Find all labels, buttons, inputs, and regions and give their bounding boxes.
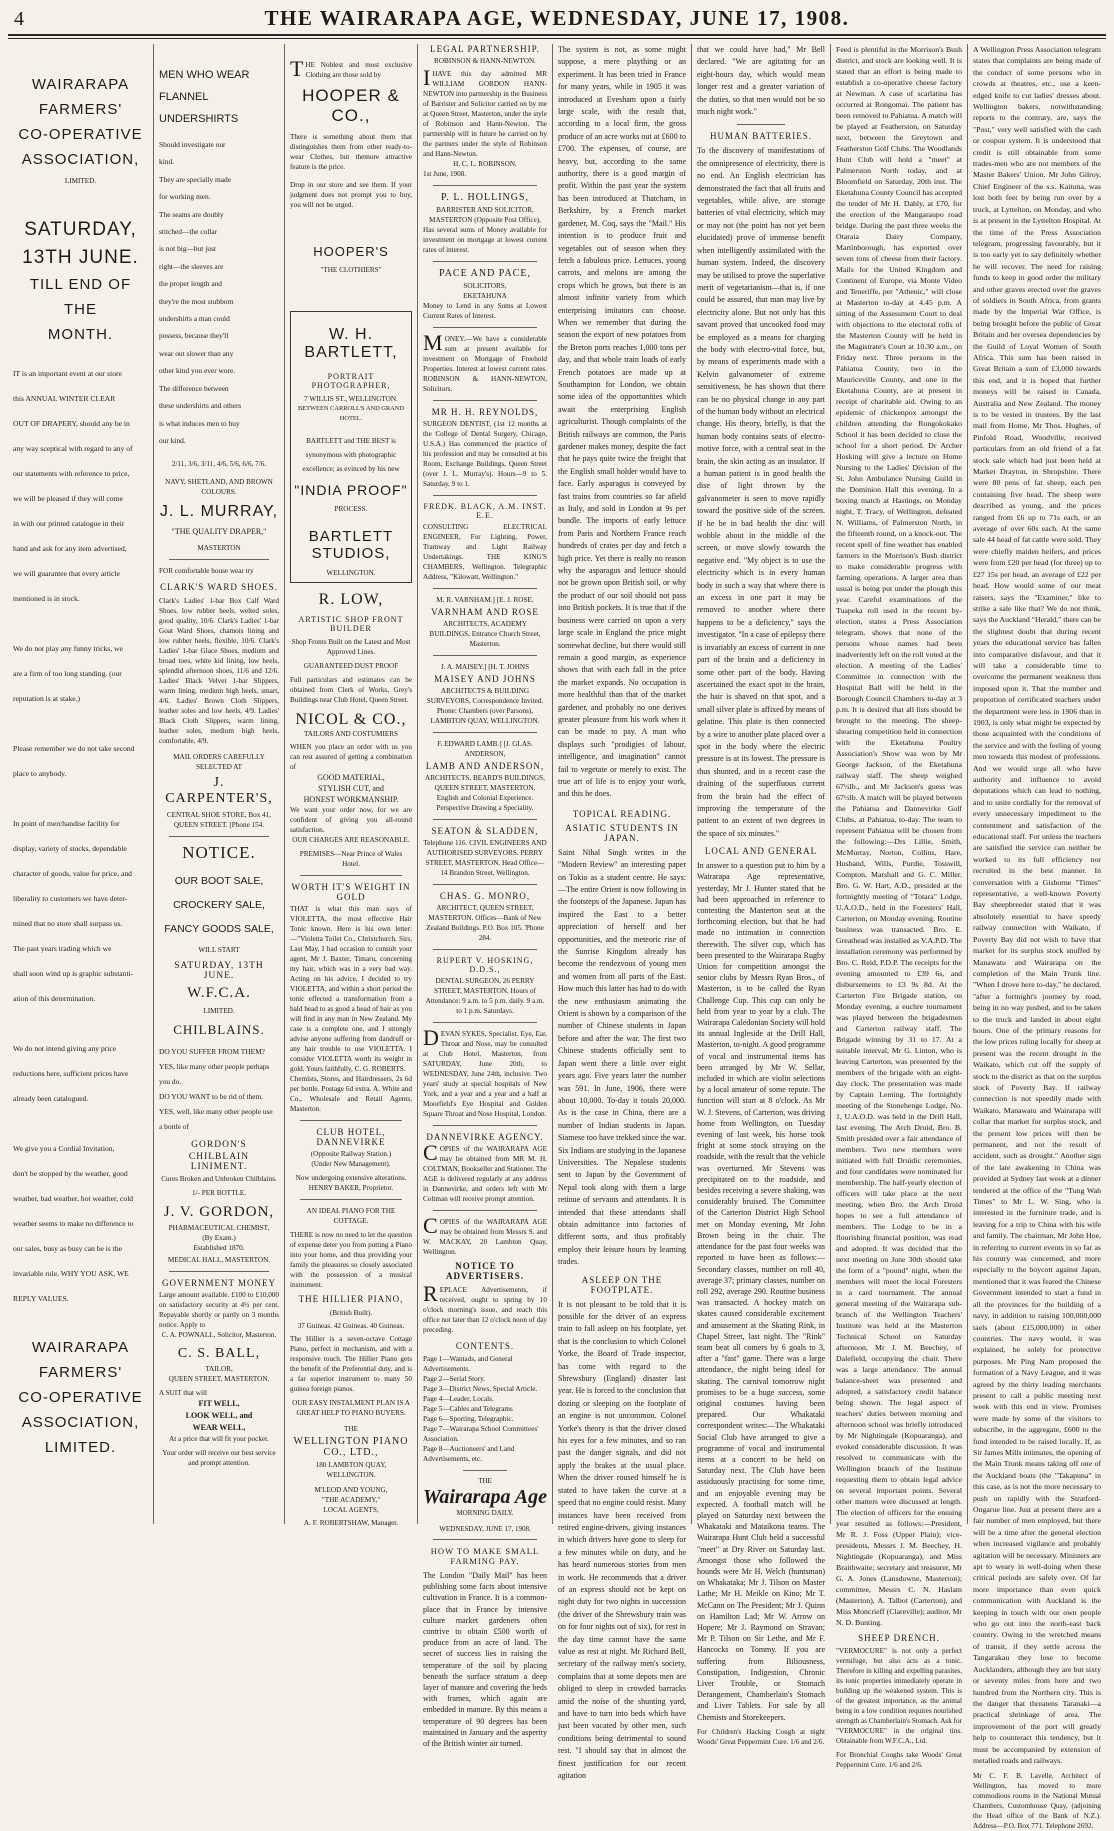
human-batteries-body: To the discovery of manifestations of the omnipresence of electricity, there is no end. An English electrician has demonstrated the fact that all fruits and vegetables, while alive, are storage batteries of vital electricity, which may or may not (the point has not yet been elucidated) prove of immense benefit when intelligently assimilated with the human system. Indeed, the discovery may be utilised to prove the superlative merit of vegetarianism—that is, if one could be assured, that man may live by electricity alone. But not only has this savant proved that uncooked food may be employed as a means for charging the body with electro-vital force, but, by means of experiments made with a Kelvin galvanometer of extreme sensitiveness, he has shown that there can be no physical change in any part of the human body without an electrical change. His theory, briefly, is that the human body contains seats of electro-motive force, with a central seat in the brain, the skin acting as an insulator. If a human patient is in good health the dise of light thrown by the galvanometer is seen to move rapidly toward the positive side of the screen. If he be in bad health the disc will wobble about in the middle of the screen, or move slowly towards the negative end. "My object is to use the electricity which is in every human body in such a way that where there is an excess in one part it may be removed to another where there happens to be a deficiency," says the investigator. "In a case of epilepsy there is invariably an excess of current in one part of the brain and a deficiency in some other part of the body. Having ascertained the exact spot in the brain, the hair is shaved on that spot, and a small silver plate is affixed by means of gelatine. This plate is then connected by a wire to another plate placed over a spot in the body where the electric pressure is at its lowest. The pressure is thus shunted, and in a recent case the draining of the superfluous current from the brain had the effect of improving the temperature of the patient to an extent of two degrees in the space of six minutes." [697,146,825,838]
easy-plan: OUR EASY INSTALMENT PLAN IS A GREAT HELP TO PIANO BUYERS. [292,1399,410,1417]
wfca-body-line: we will guarantee that every article [13,569,120,578]
black-name: FREDK. BLACK, A.M. INST. E.E. [423,502,547,520]
divider [433,495,537,496]
woods-cure-ad-2: For Bronchial Coughs take Woods' Great Peppermint Cure. 1/6 and 2/6. [836,1751,962,1769]
suit-line-1: FIT WELL, [198,1399,240,1409]
hollings-name: P. L. HOLLINGS, [440,192,530,203]
wfca-body-line: reputation is at stake.) [13,694,81,703]
wfca-body-line: we will be pleased if they will come [13,494,123,503]
wfca-body-line [13,711,148,736]
varnham-body: ARCHITECTS, ACADEMY BUILDINGS, Entrance Church Street, Masterton. [429,620,541,648]
sales-list [159,869,279,941]
sales-item-crockery: CROCKERY SALE, [173,899,265,912]
hillier-guineas: 37 Guineas. 42 Guineas. 40 Guineas. [297,1322,405,1330]
hillier-piano: THE HILLIER PIANO, [298,1294,404,1304]
wfca-body-line: display, variety of stocks, dependable [13,844,127,853]
wfca-body-line: Please remember we do not take second [13,744,135,753]
nicol-premises: PREMISES—Near Prince of Wales Hotel. [299,850,403,868]
age-nameplate [423,1477,547,1533]
hillier-body: The Hillier is a seven-octave Cottage Piano, perfect in mechanism, and with a responsive touch. The Hillier Piano gets the benefit of the Preferential duty, and is a far superior instrument to many 50 guinea foreign pianos. [290,1335,412,1393]
nicol-body-2: We want your order now, for we are confident of giving you all-round satisfaction. [290,806,412,834]
page-columns [8,44,1106,1831]
suit-line-2: LOOK WELL, and [185,1411,253,1421]
undershirts-body-line: other kind you ever wore. [159,366,236,376]
low-body-2: Full particulars and estimates can be obtained from Clerk of Works, Grey's Buildings near Club Hotel, Queen Street. [290,676,412,704]
chilblains-body-line: YES, well, like many other people use [159,1107,273,1117]
low-name: R. LOW, [318,591,384,608]
divider [433,819,537,820]
wfca-body-line: We do not play any funny tricks, we [13,644,123,653]
wfca-body-line: in with our printed catalogue in their [13,519,125,528]
contents-heading: CONTENTS. [455,1341,515,1351]
wellington-agency: COPIES of the WAIRARAPA AGE may be obtained from Messrs S. and W. MACKAY, 20 Lambton Quay, Wellington. [423,1213,547,1256]
sheep-drench-body: "VERMOCURE" is not only a perfect vermifuge, but also acts as a tonic. Therefore in killing and expelling parasites, its tonic properties immediately operate in building up the weakened system. This is of the greatest importance, as the animal being in a low condition requires nourished strength as Chamberlain's Stomach. Ask for "VERMOCURE" in the original tins. Obtainable from W.F.C.A., Ltd. [836,1647,962,1745]
wfca-body-line: ation of this determination. [13,994,96,1003]
wfca-body-line: weather, bad weather, hot weather, cold [13,1194,134,1203]
nicol-quality-3: HONEST WORKMANSHIP. [303,795,399,804]
government-money-title: GOVERNMENT MONEY [161,1278,277,1289]
notice-advertisers-body: REPLACE Advertisements, if received, ought to spring by 10 o'clock morning's issue, and reach this office not later than 12 o'clock noon of day preceding. [423,1281,547,1334]
divider [169,1271,269,1272]
asleep-continued: that we could have had," Mr Bell declared. "We are agitating for an eight-hours day, which would mean longer rest and a greater variation of the duties, so that men would not be so much night work." [697,45,825,117]
maisey-name: MAISEY AND JOHNS [434,674,536,684]
undershirts-body-line: The difference between [159,383,229,393]
murray-town: MASTERTON [197,544,241,553]
wfca-footer [13,1335,148,1460]
sale-dates [13,216,148,272]
undershirts-body-line: undershirts a man could [159,314,230,324]
wfca-line-1: WAIRARAPA [31,76,130,93]
club-hotel-mgmt: (Under New Management). [311,1160,391,1168]
bartlett-name: W. H. BARTLETT, [304,326,398,361]
mail-orders: MAIL ORDERS CAREFULLY SELECTED AT [173,753,265,772]
chilblains-heading: CHILBLAINS. [173,1022,265,1038]
divider [433,1210,537,1211]
small-farming-continued: The system is not, as some might suppose, a mere plaything or an experiment. It has been tried in France for many years, while in 1905 it was introduced at Evesham upon a fairly large scale, with the result that, according to a local firm, the gross produce of an acre works out at £600 to £700. The expenses, of course, are heavy, but, according to the same authority, there is a good margin of profit. Within the past year the system has been introduced at Thatcham, in Berkshire, by a French market gardener, M. Coq, says the "Mail." His intention is to produce fruit and vegetables out of season when they fetch a fabulous price. Lettuces, young carrots, and melons are among the crops which he grows, but there is an almost infinite variety from which enterprising imitators can choose. When we remember that during the season the export of new potatoes from the Breton ports reaches 1,000 tons per day, and that whole train loads of early French potatoes are made up at Southampton for London, we obtain some idea of the opportunities which await the enterprising English agriculturist. Though complaints of the British railways are common, the Paris gardener makes money, despite the fact that he pays quite twice the freight that the English small holder would have to face. Early asparagus is conveyed by fast trains from countries so far afield as Italy, and sold in London at 9s per bundle. The imports of early lettuce from Paris and Northern France reach hundreds of crates per day and fetch a high price. Yet there is really no reason why the asparagus and lettuce should not be grown upon British soil, or why the product of our soil should not pass into British pockets. It is true that if the business were carried on upon a very large scale in England the price might somewhat decline, but there would still remain a good margin, as experience shows that with each fall in the price the market expands. No occupation is more healthful than that of the market gardener, and probably no one derives greater pleasure from his work when it can be made to pay. A man who displays such "prodigies of labour, intelligence, and imagination" cannot fail to vegetate or merely to exist. The true art of life is to enjoy your work, and this he does. [558,45,686,799]
bartlett-between: BETWEEN CARROLL'S AND GRAND HOTEL. [297,405,405,422]
undershirts-body-line: kind. [159,157,174,167]
reynolds-body: SURGEON DENTIST, (1st 12 months at the College of Dental Surgery, Chicago, U.S.A.) Has commenced the practice of his profession and may be consulted at his Room, Exchange Buildings, Queen Street (over J. L. Murray's). Hours—9 to 5. Saturday, 9 to 1. [423,420,547,488]
divider [433,1539,537,1540]
murray-name: J. L. MURRAY, [159,503,279,521]
column-trade-ads [285,44,417,1527]
monro-name: CHAS. G. MONRO, [439,891,531,901]
masthead [0,0,1114,44]
legal-date: 1st June, 1908. [423,170,467,178]
undershirts-body-line: for working men. [159,192,211,202]
age-date: WEDNESDAY, JUNE 17, 1908. [439,1525,531,1533]
wfca-body-line: already been catalogued. [13,1094,89,1103]
sheep-drench-heading: SHEEP DRENCH. [858,1633,940,1643]
legal-body: IHAVE this day admitted MR WILLIAM GORDON HANN-NEWTON into partnership in the Business of Barrister and Solicitor carried on by me at Queen Street, Masterton, under the style of Robinson and Hann-Newton. The partnership will in future be carried on by the partners under the style of Robinson and Hann-Newton. [423,65,547,158]
india-proof: "INDIA PROOF" [294,482,408,498]
india-process: PROCESS. [334,505,368,513]
ball-name: C. S. BALL, [177,1346,261,1362]
small-farming-body: The London "Daily Mail" has been publishing some facts about intensive cultivation in France. It is a common-place that in France by intensive culture market gardeners often contrive to obtain £500 worth of produce from an acre of land. The secret of success lies in raising the temperature of the soil by placing beneath the surface stratum a deep layer of manure and covering the beds with frames, which again are embedded in manure. By this means a temperature of 90 degrees has been maintained in January and the asperity of the British winter air turned. [423,1571,547,1749]
gordon-exam: (By Exam.) [202,1234,236,1243]
contents-item: Page 5—Cables and Telegrams [423,1405,513,1413]
bartlett-town: WELLINGTON. [326,569,376,577]
pownall-sign: C. A. POWNALL, Solicitor, Masterton. [161,1331,277,1340]
hoopers-tagline: "THE CLOTHIERS" [320,266,382,274]
hooper-body-2: Drop in our store and see them. If your judgment does not prompt you to buy, you will not be urged. [290,181,412,209]
wfca-body-line [13,611,148,636]
nicol-qualities [290,772,412,805]
hollings-address: MASTERTON (Opposite Post Office), [429,216,541,224]
black-body: CONSULTING ELECTRICAL ENGINEER, For Lighting, Power, Tramway and Light Railway Undertakings. THE KING'S CHAMBERS, Wellington. Telegraphic Address, "Kilowatt, Wellington." [423,523,547,581]
suit-lines [159,1398,279,1434]
undershirts-ad-title [159,64,279,130]
wpc-name: WELLINGTON PIANO CO., LTD., [293,1436,409,1458]
sale-until-line: TILL END OF THE [29,276,132,318]
chilblains-body-line: YES, like many other people perhaps [159,1062,270,1072]
varnham-name: VARNHAM AND ROSE [431,607,539,617]
local-general-heading: LOCAL AND GENERAL [704,846,818,857]
age-title: Wairarapa Age [423,1486,547,1508]
wfca-body-line: OUT OF DRAPERY, should any be in [13,419,130,428]
wfca-footer-3: CO-OPERATIVE [18,1389,143,1406]
wfca-body-line: our sales, busy as busy can be is the [13,1244,123,1253]
wfca-body-line: invariable rule, WHY YOU ASK, WE [13,1269,129,1278]
wfca-body-line: liberality to customers we have deter- [13,894,128,903]
divider [463,1470,507,1471]
sales-item-fancy: FANCY GOODS SALE, [164,923,274,936]
wfca-body-line: character of goods, value for price, and [13,869,132,878]
wfca-body-line: our statements with reference to price, [13,469,130,478]
dannevirke-body: COPIES of the WAIRARAPA AGE may be obtained from MR M. H. COLTMAN, Bookseller and Stationer. The AGE is delivered regularly at any address in Dannevirke, and orders left with Mr Coltman will receive prompt attention. [423,1140,547,1203]
carpenter-address: CENTRAL SHOE STORE, Box 41, QUEEN STREET. [Phone 154. [166,811,272,830]
divider [169,836,269,837]
hillier-british: (British Built). [329,1309,373,1317]
divider [433,884,537,885]
undershirts-line-1: MEN WHO WEAR [159,69,250,81]
low-body: Shop Fronts Built on the Latest and Most Approved Lines. [291,638,411,656]
sales-start: WILL START [198,946,240,955]
seaton-name: SEATON & SLADDEN, [431,826,539,836]
wfca-body-line: The past years trading which we [13,944,112,953]
wfca-footer-1: WAIRARAPA [31,1339,130,1356]
sales-date: SATURDAY, 13TH JUNE. [174,961,264,982]
monro-body: ARCHITECT, QUEEN STREET, MASTERTON. Offices—Bank of New Zealand Buildings. P.O. Box 105. 'Phone 284. [426,904,544,942]
chilblains-body-line: a bottle of [159,1122,189,1132]
suit-price: At a price that will fit your pocket. [169,1435,269,1444]
hosking-name: RUPERT V. HOSKING, D.D.S., [436,956,534,974]
contents-item: Page 2—Serial Story. [423,1375,486,1383]
column-drapery-ads [154,44,284,1524]
wfca-body-line: REPLY VALUES. [13,1294,69,1303]
mcleod-agents: LOCAL AGENTS, [323,1506,379,1514]
age-the: THE [478,1477,492,1485]
column-articles-2 [692,44,830,1746]
wfca-body-line: mined that no store shall surpass us. [13,919,123,928]
gordon-chemist: PHARMACEUTICAL CHEMIST, [168,1224,270,1233]
undershirts-body-line: they're the most stubborn [159,296,234,306]
divider [300,1120,402,1121]
clark-body: Clark's Ladies' 1-bar Box Calf Ward Shoes, low rubber heels, welted soles, good quality, 10/6. Clark's Ladies' 1-bar Goat Ward Shoes, chamois lining and low rubber heels, flexible, 10/6. Clark's Ladies' 1-bar Glace Shoes, medium and broad toes, white kid lining, low heels, splendid afternoon shoes, 11/6 and 12/6. Ladies' Black Velvet 1-bar Slippers, warm lining, medium high heels, smart, 4/6. Ladies' Brown Cloth Slippers, leather soles and low heels, 4/9. Ladies' Black Cloth Slippers, warm lining, leather soles, medium high heels, comfortable, 4/9. [159,597,279,746]
human-batteries-heading: HUMAN BATTERIES. [709,131,812,142]
undershirts-body-line: Should investigate our [159,140,226,149]
sale-date: 13TH JUNE. [22,247,139,268]
robertshaw-sign: A. F. ROBERTSHAW, Manager. [303,1519,399,1527]
ideal-piano: AN IDEAL PIANO FOR THE COTTAGE. [306,1207,396,1225]
nicol-quality-1: GOOD MATERIAL, [317,773,385,782]
wfca-line-3: CO-OPERATIVE [18,126,143,143]
column-general-news [968,44,1106,1831]
liniment-name: CHILBLAIN LINIMENT. [188,1152,250,1173]
hooper-intro: THE Noblest and most exclusive Clothing are those sold by [290,56,412,81]
nicol-charges: OUR CHARGES ARE REASONABLE. [292,836,410,844]
divider [300,1199,402,1200]
gordons: GORDON'S [191,1140,247,1151]
lavelle-notice: Mr C. F. B. Lavelle, Architect of Wellington, has moved to more commodious rooms in the National Mutual Chambers, Customhouse Quay, (adjoining the Head office of the Bank of N.Z.). Address—P.O. Box 771. Telephone 2692. [973,1772,1101,1831]
nicol-name: NICOL & CO., [295,711,407,728]
wfca-body-line: reductions here, sufficient prices have [13,1069,129,1078]
wfca-body-line: hand and ask for any item advertised, [13,544,127,553]
asleep-heading: ASLEEP ON THE FOOTPLATE. [581,1274,663,1295]
sale-month: MONTH. [47,326,114,343]
wfca-body-line: shall soon wind up is graphic substanti- [13,969,134,978]
hoopers-name: HOOPER'S [313,244,389,259]
local-general-body: In answer to a question put to him by a Wairarapa Age representative, yesterday, Mr J. Hunter stated that he had been approached in reference to contesting the Masterton seat at the forthcoming election, but that he had made no intimation in connection therewith. The silver cup, which has been presented to the Wairarapa Rugby Union for competition amongst the senior clubs by Messrs Ryan Bros., of Masterton, is to be called the Ryan Challenge Cup. This cup can only be held from year to year by a club. The Wairarapa Caledonian Society will hold its annual Ingleside at the Drill Hall, Masterton, to-night. A good programme of vocal and instrumental items has been arranged by Mr W. Sellar, included in which are violin selections by a local amateur of some repute. The function will start at 8 o'clock. As Mr W. J. Stevens, of Carterton, was driving home from Wellington, on Tuesday evening of last week, his horse took fright at some stock straying on the roadside, with the result that the vehicle was overturned. Mr Stevens was precipitated on to the roadside, and besides receiving a severe shaking, was considerably bruised. The Committee of the Carterton District High School met on Monday evening, Mr John Brown being in the chair. The attendance for the past four weeks was reported to have been as follows:—Secondary classes, number on roll 40, average 37; primary classes, number on roll 292, average 290. Routine business was transacted. A hockey match on skates caused considerable excitement and amusement at the Skating Rink, in Chapel Street, last night. The "Rink" team beat all comers by 6 goals to 3, after a "fast" game. There was a large attendance, the night being ideal for skating. The carnival tomorrow night promises to be a huge success, some original costumes having been prepared. Our Whakataki correspondent writes:—The Whakataki Social Club have arranged to give a programme of vocal and instrumental items at a concert to be held on Saturday next. The Club have been assiduously practising for some time, and an enjoyable evening may be expected. A football match will be played on Saturday next between the Whakataki and Mataikona teams. The Wairarapa Hunt Club held a successful "meet" at Dry River on Saturday last. Amongst those who followed the hounds were Mr H. Welch (huntsman) on Whakataka; Mr J. Tilson on Master Lathe; Mr H. Meikle on Kino; Mr T. McCann on The President; Mr J. Quinn on Hamilton Lad; Mr W. Arrow on Hopere; Mr J. Raymond on Stravan; Mr P. Tilson on Sir Lethe, and Mr F. Hancocks on Tommy. If you are suffering from Biliousness, Constipation, Indigestion, Chronic Liver Trouble, or Stomach Derangement, Chamberlain's Stomach and Liver Tablets. For sale by all Chemists and Storekeepers. [697,861,825,1722]
undershirts-body [159,136,279,449]
undershirts-colours: NAVY, SHETLAND, AND BROWN COLOURS. [165,478,273,497]
column-professional-cards [418,44,552,1749]
bartlett-sub: PORTRAIT PHOTOGRAPHER, [311,372,391,390]
pace-name: PACE AND PACE, [439,268,531,279]
bartlett-body: BARTLETT and THE BEST is synonymous with photographic excellence; as evinced by his new [302,437,400,473]
lamb-body: ARCHITECTS, BEARD'S BUILDINGS, QUEEN STREET, MASTERTON. English and Colonial Experience. Perspective Drawing a Speciality. [425,774,545,812]
notice-advertisers: NOTICE TO ADVERTISERS. [446,1261,524,1281]
divider [433,185,537,186]
wfca-body-line: don't be stopped by the weather, good [13,1169,128,1178]
contents-item: Page 7—Wairarapa School Committees' Association. [423,1425,539,1443]
hooper-name: HOOPER & CO., [302,86,400,125]
contents-list [423,1354,547,1464]
small-farming-heading: HOW TO MAKE SMALL FARMING PAY. [430,1546,540,1566]
wpc-town: WELLINGTON. [326,1471,376,1479]
contents-item: Page 4—Leader, Locals. [423,1395,494,1403]
wfca-body-line [13,1111,148,1136]
asiatic-body: Saint Nihal Singh writes in the "Modern Review" an interesting paper on Tokio as a student centre. He says:—The entire Orient is now following in the footsteps of the Japanese. Japan has inspired the East to a better appreciation of herself and her opportunities, and the meteoric rise of the Sunrise Kingdom already has become the rendezvous of young men and women from all parts of the East. How much this latter has had to do with the new enthusiasm animating the Orient is shown by a comparison of the number of Chinese students in Japan before and after the war. The first two Chinese students officially sent to Japan went there a little over eight years ago. Five years later the number was 591. In June, 1906, there were about 10,000. To-day it totals 20,000. As is the case in China, there are a number of Indian students in Japan. Siamese too have trekked since the war. Six Indians are studying in the Japanese Universities. The Nepalese students sent to Japan by the Government of Nepal took along with them a large retinue of servants and attendants. It is intended that these attendants shall obtain admittance into factories of different sorts, and thus profitably employ their leisure hours by learning trades. [558,847,686,1267]
low-dust: GUARANTEED DUST PROOF [303,662,399,670]
carpenter-name: J. CARPENTER'S, [165,775,273,807]
medical-hall: MEDICAL HALL, MASTERTON. [167,1256,271,1265]
age-morning: MORNING DAILY. [456,1509,514,1517]
ideal-piano-body: THERE is now no need to let the question of expense deter you from putting a Piano into your home, and thus providing your family the pleasures so closely associated with the possession of a musical instrument. [290,1231,412,1289]
ball-street: QUEEN STREET, MASTERTON. [168,1375,270,1384]
gordon-established: Established 1870. [193,1244,245,1253]
undershirts-prices: 2/11, 3/6, 3/11, 4/6, 5/6, 6/6, 7/6. [171,460,267,469]
wfca-ad-heading [13,72,148,172]
low-sub: ARTISTIC SHOP FRONT BUILDER [298,615,404,633]
sykes-notice: DEVAN SYKES, Specialist. Eye, Ear, Throat and Nose, may be consulted at Club Hotel, Masterton, from SATURDAY, June 20th, to WEDNESDAY, June 24th, inclusive. Two years' study at special hospitals of New York, and a year and a year and a half at Moorfield's Eye Hospital and Golden Square Throat and Nose Hospital, London. [423,1025,547,1118]
wfca-body-line: any way sceptical with regard to any of [13,444,133,453]
hosking-body: DENTAL SURGEON, 26 PERRY STREET, MASTERTON. Hours of Attendance: 9 a.m. to 5 p.m. daily. 9 a.m. to 1 p.m. Saturdays. [425,977,545,1015]
undershirts-body-line: They are specially made [159,174,232,184]
undershirts-body-line: is what induces men to buy [159,418,240,428]
hooper-body: There is something about them that distinguishes them from other ready-to-wear Clothes, but themore attractive feature is the price. [290,133,412,171]
wfca-body-line: weather seems to make no difference to [13,1219,134,1228]
newspaper-title: THE WAIRARAPA AGE, WEDNESDAY, JUNE 17, 1908. [264,6,850,30]
nicol-sub: TAILORS AND COSTUMIERS [303,730,399,738]
bartlett-studios-1: BARTLETT [308,528,394,545]
divider [433,327,537,328]
wfca-body-line: In point of merchandise facility for [13,819,120,828]
column-wfca-sale [8,44,153,1524]
wpc-address: 180 LAMBTON QUAY, [315,1461,387,1469]
liniment-note: Cures Broken and Unbroken Chilblains. [161,1175,277,1184]
column-articles-1 [553,44,691,1781]
government-money-body: Large amount available. £100 to £10,000 on satisfactory security at 4½ per cent. Repayable shortly or partly on 3 months notice. Apply to [159,1291,279,1330]
wfca-limited: LIMITED. [64,177,97,185]
wfca-body-line: this ANNUAL WINTER CLEAR [13,394,116,403]
undershirts-body-line: our kind. [159,435,186,445]
pace-town: EKETAHUNA [463,292,507,300]
sale-day: SATURDAY, [24,219,137,240]
lamb-name: LAMB AND ANDERSON, [425,761,545,771]
divider [433,1125,537,1126]
hollings-sub: BARRISTER AND SOLICITOR, [436,206,534,214]
masthead-rule-thin [8,38,1106,39]
club-hotel-name: CLUB HOTEL, DANNEVIRKE [316,1127,386,1147]
masthead-rule [8,34,1106,36]
column-locals [831,44,967,1769]
dannevirke-heading: DANNEVIRKE AGENCY. [426,1132,544,1142]
divider [433,588,537,589]
divider [433,1022,537,1023]
divider [433,655,537,656]
violetta-heading: WORTH IT'S WEIGHT IN GOLD [291,882,411,902]
chilblains-body-line: you do. [159,1077,182,1087]
divider [300,875,402,876]
clark-intro: FOR comfortable house wear try [159,567,254,576]
wfca-body-line [13,786,148,811]
contents-item: Page 8—Auctioneers' and Land Advertisements, etc. [423,1445,515,1463]
violetta-tail: Chemists, Stores, and Hairdressers, 2s 6d per bottle. Postage 6d extra. A. White and Co., Wholesale and Retail Agents, Masterton. [290,1075,412,1113]
violetta-body: THAT is what this man says of VIOLETTA, the most effective Hair Tonic known. Here is his own letter:—"Violetta Toilet Co., Christchurch. Sirs, Last May, I had occasion to consult your agent, Mr J. Baxter, Timaru, concerning my hair, which was in a very bad way. Acting on his advice, I decided to try VIOLETTA, and within a short period the tonic effected a transformation from a bald head to as good a head of hair as you will find in any man in New Zealand. My case is a complete one, and I strongly advise anyone suffering from dandruff or any hair trouble to use VIOLETTA. I consider VIOLETTA worth its weight in gold. Yours faithfully, C. G. ROBERTS. [290,905,412,1073]
asleep-body: It is not pleasant to be told that it is possible for the driver of an express train to fall asleep on his footplate, yet that is the conclusion to which Colonel Yorke, the Board of Trade inspector, has come with regard to the Shrewsbury (England) disaster last year. He is forced to the conclusion that dozing or sleeping on the footplate of an engine is not uncommon. Colonel Yorke's theory is that the driver closed his eyes for a few minutes, and so ran past the danger signals, and did not apply the brakes at the usual place. When the driver roused himself he is stated to have taken the curve at a speed that no engine could resist. Many instances have been received from retired engine-drivers, giving instances in which drivers have gone to sleep for a few minutes while on duty, and he has heard numerous stories from men in work. He recommends that a driver of an express should not be kept on night duty for two nights in succession (the driver of the Shrewsbury train was on for four nights out of six), for rest in the day time cannot have the same value as rest at night. Mr Richard Bell, secretary of the railway men's society, complains that at some depots men are obliged to sleep in crowded barracks amid the noise of the shunting yard, and have to turn into beds which have just been vacated by other men, such conditions being detrimental to sound rest. "I should say that in almost the finest justification for our recent agitation [558,1299,686,1781]
contents-item: Page 1—Wantads, and General Advertisements. [423,1355,513,1373]
money-notice: MONEY.—We have a considerable sum at present available for investment on Mortgage of Freehold Properties. Interest at lowest current rates. ROBINSON & HANN-NEWTON, Solicitors. [423,330,547,393]
pace-body: Money to Lend in any Sums at Lowest Current Rates of Interest. [423,302,547,320]
seaton-body: Telephone 116. CIVIL ENGINEERS AND AUTHORISED SURVEYORS. PERRY STREET, MASTERTON. Head Office—14 Brandon Street, Wellington. [423,839,547,877]
wfca-body-line: mentioned is in stock. [13,594,80,603]
legal-names: ROBINSON & HANN-NEWTON. [434,57,536,65]
contents-item: Page 3—District News, Special Article. [423,1385,538,1393]
suit-end: Your order will receive our best service and prompt attention. [162,1449,276,1468]
undershirts-body-line: is not big—but just [159,244,216,254]
bartlett-ad [290,311,412,583]
undershirts-line-3: UNDERSHIRTS [159,113,239,125]
bartlett-address: 7 WILLIS ST., WELLINGTON. [304,395,398,403]
wfca-footer-4: ASSOCIATION, [21,1414,140,1431]
maisey-names: J. A. MAISEY.] [H. T. JOHNS [440,663,530,671]
undershirts-line-2: FLANNEL [159,91,209,103]
gordon-name: J. V. GORDON, [163,1204,275,1221]
wfca-footer-2: FARMERS' [38,1364,123,1381]
divider [433,400,537,401]
undershirts-body-line: possess, because they'll [159,331,229,341]
wfca-abbrev: W.F.C.A. [187,985,251,1002]
wfca-line-4: ASSOCIATION, [21,151,140,168]
undershirts-body-line: The seams are doubly [159,209,224,219]
undershirts-body-line: right—the sleeves are [159,261,224,271]
divider [169,559,269,560]
divider [737,124,785,125]
nicol-body: WHEN you place an order with us you can rest assured of getting a combination of [290,743,412,771]
general-news-body: A Wellington Press Association telegram states that complaints are being made of the conduct of some persons who in crowds at theatres, etc., use a keen-edged knife to cut ladies' dresses about. Wellington bakers, notwithstanding reports to the contrary, are, says the "Post," very well satisfied with the cash or coupon system. It is understood that credit is still obtainable from some trades-men who are not members of the Master Bakers' Union. Mr John Gilroy, Chief Engineer of the s.s. Kaituna, was lost both feet by being run over by a truck, at Lyttelton, on Monday, and who is at present in the Lyttelton Hospital. At the time of the Press Association telegram, progressing favourably, but it is too early yet to say definitely whether he will recover. The need for raising funds to keep in good order the military and other graves erected over the graves of soldiers in South Africa, from grants made by the Imperial War Office, is being brought before the public of Great Britain and her oversea dependencies by the Guild of Loyal Women of South Africa. This sum has been raised in Great Britain a sum of £3,000 towards this end, and it is hoped that further moneys will be raised in Canada, Australia and New Zealand. The money is to be vested in trustees. By the last mail from Home, Mr Thos. Hughes, of Pinfold Road, Woodville, received particulars from an old friend of a fat stock sale which had just been held at Market Drayton, in Shropshire. There were 80 pens of fat sheep, each pen containing five head. The sheep were described as young, and the prices ranged from £6 up to 71s each, or an average of over 60s each. At the same sale 44 head of fat cattle were sold. They were chiefly maiden heifers, and prices were from £20 per head (for three) up to £27 15s per head, an average of £22 per head. How would some of our meat raisers, says the "Examiner," like to strike a sale like that? We do not think, says the Auckland "Herald," there can be the slightest doubt that during recent years the educational service has fallen into comparative disfavour, and that it will take a considerable time to overcome the permanent weakness thus imposed upon it. That the number and proportion of certificated teachers under the department were less in 1906 than in 1903, is only what might be expected by those acquainted with the conditions of the service and with the feeling of young men towards this modest of professions. And we would urge all who have authority and influence to avoid deputations which can lead to nothing, and to unite cordially for the removal of every unnecessary impediment to the contentment and satisfaction of the educational staff. For unless the teachers are satisfied the service can neither be worked to its full efficiency nor recruited in the best manner. In conversation with a Gisborne "Times" representative, a well-known Poverty Bay sheepbreeder stated that it was absolutely essential to have speedy railway connection with Waikato, if Poverty Bay did not wish to have that market for its surplus stock snuffed by Manawatu and Wairarapa on the completion of the Main Trunk line. "When I drove here to-day," he declared, "after a fortnight's journey by road, being in no way pushed, and to be taken to the truck and landed in about eight hours. One of the primary reasons for the low prices ruling locally for sheep at present was the recent drought in the Waikato, which cut off the supply of stock to the district as that on the surplus stock of Poverty Bay. If railway connection is not speedily made with Waikato, Manawatu and Wairarapa will collar that market for surplus stock, and the present low prices will then be permanent, and not the result of accident, such as drought." Another sign of the late awakening in China was provided at Sydney last week at a dinner tendered at the office of the "Tung Wah Times" to Mr L. W. Sing, who is interested in the furniture trade, and is leaving for a trip to China with his wife and family. The chairman, Mr John Hoe, in referring to current events in so far as his country was concerned, and more especially to the boycott against Japan, mentioned that it was feared the Chinese Government intended to start a fund in all the provinces for the building of a navy, in addition to raising 100,000,000 taels (about £15,000,000) in other countries. The navy would, it was explained, be solely for protective purposes. Mr Ping Nam proposed the formation of a Navy League, and it was agreed by the thirty leading merchants present to call a public meeting next week with this end in view. Promises were made by some of the visitors to subscribe, in the aggregate, £600 to the fund intended to be raised locally. If, as Sir James Mills intimates, the opening of the Main Trunk means taking off one of the Auckland boats (the "Takapuna" in this case, as is not the more necessary to push on rapidly with the Stratford-Ongarue line. Just at present there are a fair number of men employed, but there will be a time after the general election when increased vigilance and probably agitation will be necessary. Ministers are apt to weary in well-doing when these critical periods are safely over. Of far more importance than even quick communication with Auckland is the keeping in touch with our own people who go out into the north-east back country. Owing to the wretched means of transit, if they settle across the Tangarakau they lose to become Aucklanders, although they are but sixty or seventy miles from here and two hundred from the Northern city. This is the danger that threatens Taranaki—a practical shrinkage of area. The improvement of the port will greatly help to counteract this tendency, but it must be accompanied by extension of metalled roads and railways. [973,45,1101,1765]
ball-tailor: TAILOR, [205,1365,233,1374]
varnham-names: M. R. VARNHAM.] [E. J. ROSE. [436,596,534,604]
wfca-body-line: place to anybody. [13,769,67,778]
club-hotel-sign: HENRY BAKER, Proprietor. [308,1184,394,1192]
legal-heading: LEGAL PARTNERSHIP. [430,44,540,54]
mcleod-academy: "THE ACADEMY," [321,1496,381,1504]
mcleod-name: M'LEOD AND YOUNG, [314,1486,388,1494]
wpc-the: THE [344,1425,358,1433]
undershirts-body-line: these undershirts and others [159,401,242,411]
wfca-body-line: We give you a Cordial Invitation, [13,1144,115,1153]
district-news-body: Feed is plentiful in the Morrison's Bush district, and stock are looking well. It is stated that an effort is being made to establish a co-operative cheese factory at Newman. A case of scarlatina has occurred at Rongomai. The patient has been removed to Pahiatua. A match will be played at Featherston, on Saturday next, between the Greytown and Featherston Golf Clubs. The Woodlands Hunt Club will hold a "meet" at Palmerston North today, and at Bloomfield on Saturday, 20th inst. The Eketahuna County Council has accepted the tender of Mr H. Dahly, at £70, for the erection of the Mangaraupo road bridge. During the past three weeks the Otaraia Dairy Company, Martinborough, has exported over seven tons of cheese from their factory. Mails for the United Kingdom and Continent of Europe, via Monte Video and Teneriffe, per "Athenic," will close at Masterton to-day at 4.45 p.m. A sitting of the Assessment Court to deal with objections to the electoral rolls of the Masterton County will be held in the Magistrate's Court at 10.30 a.m., on Friday next. Three persons in the Pahiatua County, two in the Mauriceville County, and one in the Eketahuna County, are at present in receipt of charitable aid. Owing to an epidemic of chickenpox amongst the children attending the Rongokokako School it has been decided to close the school for a short period. Dr Archer Hosking will give a lecture on Home Nursing to the Ladies' Division of the St. John Ambulance Nursing Guild in the Dominion Hall this evening. In a boxing match at Hastings, on Monday night, T. Tracy, of Wellington, defeated N. Williams, of Palmerston North, in the fifteenth round, on a knock-out. The recent spell of fine weather has enabled farmers in the Morrison's Bush district to make considerable progress with farming operations. A larger area than usual is being put under the plough this year. Careful examinations of the Tuapeka roll used in the recent by-election, states a Press Association telegram, shows that none of the persons whose names had been inadvertently left on the roll voted at the election. A meeting of the Ladies' Committee in connection with the Hospital Ball will be held in the Borough Council Chambers to-day at 3 p.m. It is desired that all lists should be brought to the meeting. The sheep-shearing competition held in connection with the Eketahuna Poultry Association's Show was won by Mr George Jackson, of the Eketahuna railway staff. The sheep weighed 67½lb., and Mr Jackson's guess was 67½lb. A match will be played between the Pahiatua and Dannevirke Golf Clubs, at Pahiatua, to-day. The team to represent Pahiatua will be chosen from the following:—Drs Lillie, Smith, McMurray, Norton, Collins, Hare, Husband, Wills, Purdie, Tosswill, Compton, Marshall and G. C. Miller. Bro. G. W. Hart, A.D., presided at the fortnightly meeting of "Totara" Lodge, U.A.O.D., held in the Foresters' Hall, Carterton, on Monday evening. Routine business was transacted. Bro. E. Greathead was installed as V.A.P.D. The installation ceremony was performed by Bro. C. Reid, P.D.P. The receipts for the evening amounted to £39 6s, and disbursements to £3 9s 8d. At the Carterton Fire Brigade station, on Monday evening, a euchre tournament was played between the brigadesmen and Carterton railway staff. The Brigade winning by 31 to 17. At a suitable interval, Mr G. Linton, who is leaving Carterton, was presented by the members of the brigade with an eight-day clock. The presentation was made by Captain Leming. The fortnightly meeting of the Stonehenge Lodge, No. 1, U.A.O.D. was held in the Drill Hall, last evening. The Arch Druid, Bro. B. Smith presided over a fair attendance of members. Two new members were initiated with full Druidic ceremonies, and four candidates were nominated for membership. The half-yearly election of officers will take place at the next meeting, when Bro. the Arch Druid hopes to see a full attendance of members. The Lodge to be in a flourishing financial position, was read and adopted. It was decided that the next meeting on June 30th should take the form of a "pound" night, when the members will meet the local Foresters in a card tournament. The annual general meeting of the Wairarapa sub-branch of the Wellington Teachers' Institute was held at the Masterton Technical School on Saturday afternoon, Mr J. M. Beechey, of Dalefield, occupying the chair. There was a large attendance. The annual balance-sheet was presented and adopted, a satisfactory credit balance being shown. The legal aspect of teachers' duties between morning and afternoon school was briefly introduced by Mr Nightingale (Kopuaranga), and evoked considerable discussion. It was resolved to communicate with the Wellington branch of the Institute requesting them to obtain legal advice on several important points. Several other matters were discussed at length. The election of officers for the ensuing year resulted as follows:—President, Mr R. J. Foss (Upper Plain); vice-presidents, Messrs J. M. Beechey, H. Nightingale (Kopuaranga), and Miss Braithwaite; secretary and treasurer, Mr G. A. Jones (Lansdowne, Masterton); committee, Messrs C. N. Haslam (Masterton), A. Talbot (Carterton), and Miss Moncrieff (Clareville); auditor, Mr N. D. Bunting. [836,45,963,1627]
wfca-line-2: FARMERS' [38,101,123,118]
chilblains-body-line: DO YOU WANT to be rid of them. [159,1092,264,1102]
undershirts-body-line: the proper length and [159,279,223,289]
clark-title: CLARK'S WARD SHOES. [160,582,278,593]
lamb-names: F. EDWARD LAMB.] [J. GLAS. ANDERSON, [437,740,533,758]
nicol-quality-2: STYLISH CUT, and [318,784,384,793]
sales-item-boot: OUR BOOT SALE, [174,875,264,888]
divider [433,261,537,262]
bartlett-studios-2: STUDIOS, [311,545,391,562]
contents-item: Page 6—Sporting, Telegraphic. [423,1415,514,1423]
chilblains-body [159,1044,279,1134]
notice-heading: NOTICE. [182,843,256,863]
wfca-body-text [13,361,148,1311]
wfca-body-line: are a firm of too long standing. (our [13,669,122,678]
asiatic-heading: ASIATIC STUDENTS IN JAPAN. [565,822,679,843]
divider [433,949,537,950]
divider [433,732,537,733]
club-hotel-body: Now undergoing extensive alterations. [295,1174,407,1182]
club-hotel-sub: (Opposite Railway Station.) [310,1150,392,1158]
sale-until [13,272,148,347]
topical-reading-heading: TOPICAL READING. [572,808,672,819]
undershirts-body-line: wear out slower than any [159,348,234,358]
liniment-price: 1/- PER BOTTLE. [191,1189,247,1198]
wfca-body-line: We do not intend giving any price [13,1044,117,1053]
wfca-footer-limited: LIMITED. [44,1439,117,1456]
page-number: 4 [14,8,24,30]
wfca-body-line [13,1011,148,1036]
woods-cure-ad: For Children's Hacking Cough at night Woods' Great Peppermint Cure. 1/6 and 2/6. [697,1727,825,1746]
reynolds-name: MR H. H. REYNOLDS, [431,407,539,417]
suit-line-3: WEAR WELL, [192,1423,246,1433]
undershirts-body-line: stitched—the collar [159,227,218,237]
maisey-body: ARCHITECTS & BUILDING SURVEYORS, Correspondence Invited. Phone: Chambers (over Parsons), LAMBTON QUAY, WELLINGTON. [426,687,544,725]
hollings-body: Has several sums of Money available for investment on mortgage at lowest current rates of interest. [423,226,547,254]
suit-intro: A SUIT that will [159,1389,207,1398]
chilblains-body-line: DO YOU SUFFER FROM THEM? [159,1047,265,1057]
wfca-abbrev-limited: LIMITED. [203,1007,235,1016]
wfca-body-line: IT is an important event at our store [13,369,122,378]
legal-sign: H. C. L. ROBINSON. [453,160,517,168]
murray-tagline: "THE QUALITY DRAPER," [171,527,267,537]
pace-sub: SOLICITORS, [463,282,507,290]
